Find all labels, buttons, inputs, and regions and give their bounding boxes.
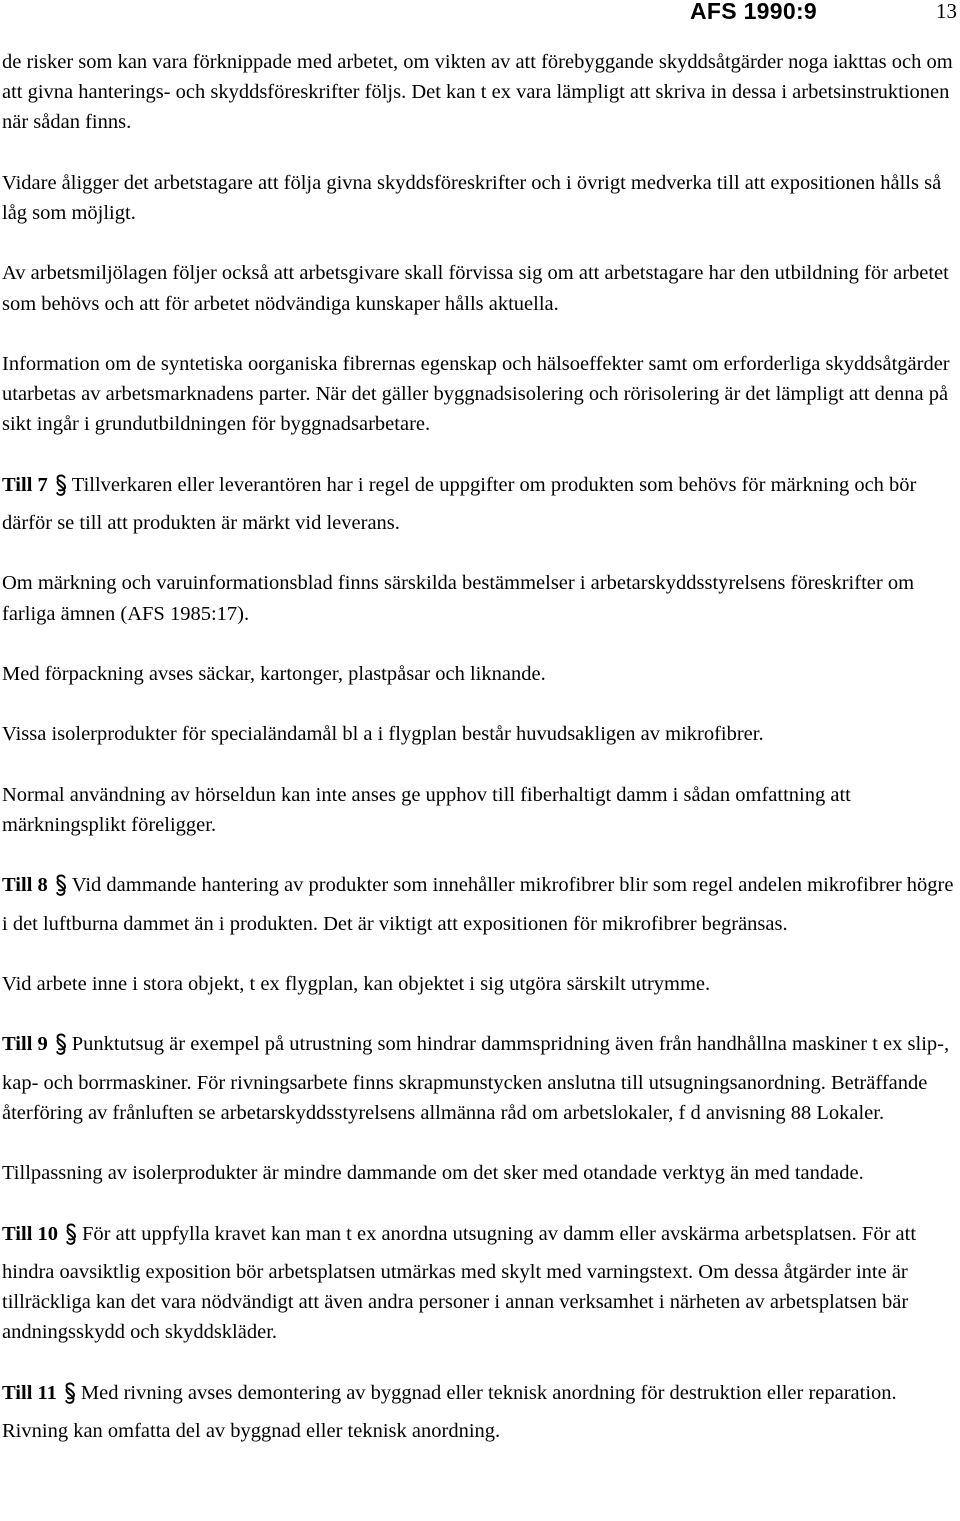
- paragraph-text: Vid arbete inne i stora objekt, t ex flygplan, kan objektet i sig utgöra särskilt utrymme.: [2, 972, 711, 995]
- page-number: 13: [936, 0, 957, 23]
- document-body: [2, 47, 957, 1476]
- section-sign-icon: [54, 473, 68, 508]
- paragraph: [2, 568, 957, 628]
- commentary-paragraph: [2, 1029, 957, 1128]
- paragraph-text: Normal användning av hörseldun kan inte anses ge upphov till fiberhaltigt damm i sådan omfattning att märkningsplikt föreligger.: [2, 783, 851, 836]
- section-reference-label: Till 7: [2, 473, 48, 496]
- section-sign-icon: [64, 1222, 78, 1257]
- section-sign-icon: [54, 873, 68, 908]
- paragraph-text: Vid dammande hantering av produkter som innehåller mikrofibrer blir som regel andelen mikrofibrer högre i det luftburna dammet än i produkten. Det är viktigt att expositionen för mikrofibrer begränsas.: [2, 874, 954, 935]
- page-header: [0, 0, 960, 30]
- paragraph-text: Vidare åligger det arbetstagare att följa givna skyddsföreskrifter och i övrigt medverka till att expositionen hålls så låg som möjligt.: [2, 171, 942, 224]
- paragraph: [2, 969, 957, 999]
- paragraph-text: Med rivning avses demontering av byggnad eller teknisk anordning för destruktion eller reparation. Rivning kan omfatta del av byggnad eller teknisk anordning.: [2, 1381, 897, 1442]
- commentary-paragraph: [2, 1378, 957, 1446]
- section-sign-icon: [54, 1032, 68, 1067]
- paragraph: [2, 1158, 957, 1188]
- section-reference-label: Till 11: [2, 1381, 57, 1404]
- paragraph: [2, 349, 957, 440]
- paragraph-text: Punktutsug är exempel på utrustning som hindrar dammspridning även från handhållna maskiner t ex slip-, kap- och borrmaskiner. För rivningsarbete finns skrapmunstycken anslutna till utsugningsanordning. Beträffande återföring av frånluften se arbetarskyddsstyrelsens allmänna råd om arbetslokaler, f d anvisning 88 Lokaler.: [2, 1033, 950, 1124]
- paragraph: [2, 659, 957, 689]
- commentary-paragraph: [2, 870, 957, 938]
- section-reference-label: Till 8: [2, 874, 48, 897]
- section-sign-icon: [63, 1381, 77, 1416]
- section-reference-label: Till 10: [2, 1222, 59, 1245]
- document-id: AFS 1990:9: [690, 0, 818, 24]
- paragraph-text: Av arbetsmiljölagen följer också att arbetsgivare skall förvissa sig om att arbetstagare har den utbildning för arbetet som behövs och att för arbetet nödvändiga kunskaper hålls aktuella.: [2, 262, 949, 315]
- paragraph: [2, 780, 957, 840]
- paragraph: [2, 719, 957, 749]
- paragraph-text: Tillpassning av isolerprodukter är mindre dammande om det sker med otandade verktyg än med tandade.: [2, 1162, 864, 1185]
- commentary-paragraph: [2, 470, 957, 538]
- paragraph: [2, 258, 957, 318]
- paragraph-text: Information om de syntetiska oorganiska fibrernas egenskap och hälsoeffekter samt om erforderliga skyddsåtgärder utarbetas av arbetsmarknadens parter. När det gäller byggnadsisolering och rörisolering är det lämpligt att denna på sikt ingår i grundutbildningen för byggnadsarbetare.: [2, 352, 950, 436]
- paragraph-text: För att uppfylla kravet kan man t ex anordna utsugning av damm eller avskärma arbetsplatsen. För att hindra oavsiktlig exposition bör arbetsplatsen utmärkas med skylt med varningstext. Om dessa åtgärder inte är tillräckliga kan det vara nödvändigt att även andra personer i annan verksamhet i närheten av arbetsplatsen bär andningsskydd och skyddskläder.: [2, 1222, 917, 1344]
- paragraph-text: de risker som kan vara förknippade med arbetet, om vikten av att förebyggande skyddsåtgärder noga iakttas och om att givna hanterings- och skyddsföreskrifter följs. Det kan t ex vara lämpligt att skriva in dessa i arbetsinstruktionen när sådan finns.: [2, 51, 953, 134]
- paragraph-text: Med förpackning avses säckar, kartonger, plastpåsar och liknande.: [2, 662, 546, 685]
- commentary-paragraph: [2, 1219, 957, 1348]
- paragraph: [2, 47, 957, 138]
- section-reference-label: Till 9: [2, 1033, 48, 1056]
- paragraph: [2, 168, 957, 228]
- paragraph-text: Om märkning och varuinformationsblad finns särskilda bestämmelser i arbetarskyddsstyrelsens föreskrifter om farliga ämnen (AFS 1985:17).: [2, 572, 915, 625]
- paragraph-text: Tillverkaren eller leverantören har i regel de uppgifter om produkten som behövs för märkning och bör därför se till att produkten är märkt vid leverans.: [2, 473, 917, 534]
- paragraph-text: Vissa isolerprodukter för specialändamål bl a i flygplan består huvudsakligen av mikrofibrer.: [2, 723, 764, 746]
